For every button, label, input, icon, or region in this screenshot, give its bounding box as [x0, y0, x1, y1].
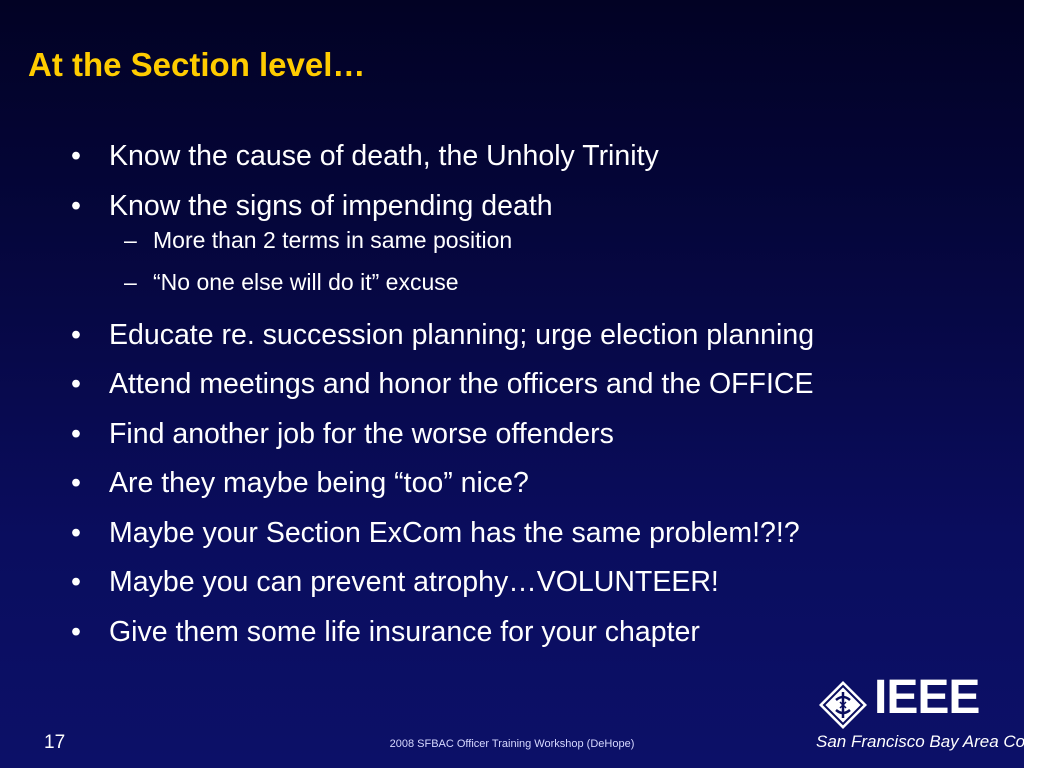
bullet-item: • Are they maybe being “too” nice? — [0, 463, 1024, 513]
sub-bullet-item: – More than 2 terms in same position — [0, 227, 1024, 269]
ieee-kite-icon — [818, 680, 868, 730]
bullet-item: • Educate re. succession planning; urge election planning — [0, 315, 1024, 365]
page-number: 17 — [44, 732, 66, 753]
bullet-list — [0, 136, 1024, 661]
bullet-item: • Give them some life insurance for your chapter — [0, 612, 1024, 662]
bullet-item: • Find another job for the worse offenders — [0, 414, 1024, 464]
logo-subtitle: San Francisco Bay Area Council — [816, 732, 1060, 751]
slide-title: At the Section level… — [28, 46, 366, 83]
bullet-item: • Know the signs of impending death — [0, 186, 1024, 227]
ieee-logo — [812, 671, 1060, 756]
sub-bullet-item: – “No one else will do it” excuse — [0, 269, 1024, 315]
bullet-item: • Maybe you can prevent atrophy…VOLUNTEER! — [0, 562, 1024, 612]
logo-wordmark: IEEE — [874, 671, 980, 724]
footer-text: 2008 SFBAC Officer Training Workshop (DeHope) — [389, 738, 635, 750]
bullet-item: • Maybe your Section ExCom has the same problem!?!? — [0, 513, 1024, 563]
bullet-item: • Attend meetings and honor the officers and the OFFICE — [0, 364, 1024, 414]
bullet-item: • Know the cause of death, the Unholy Trinity — [0, 136, 1024, 186]
